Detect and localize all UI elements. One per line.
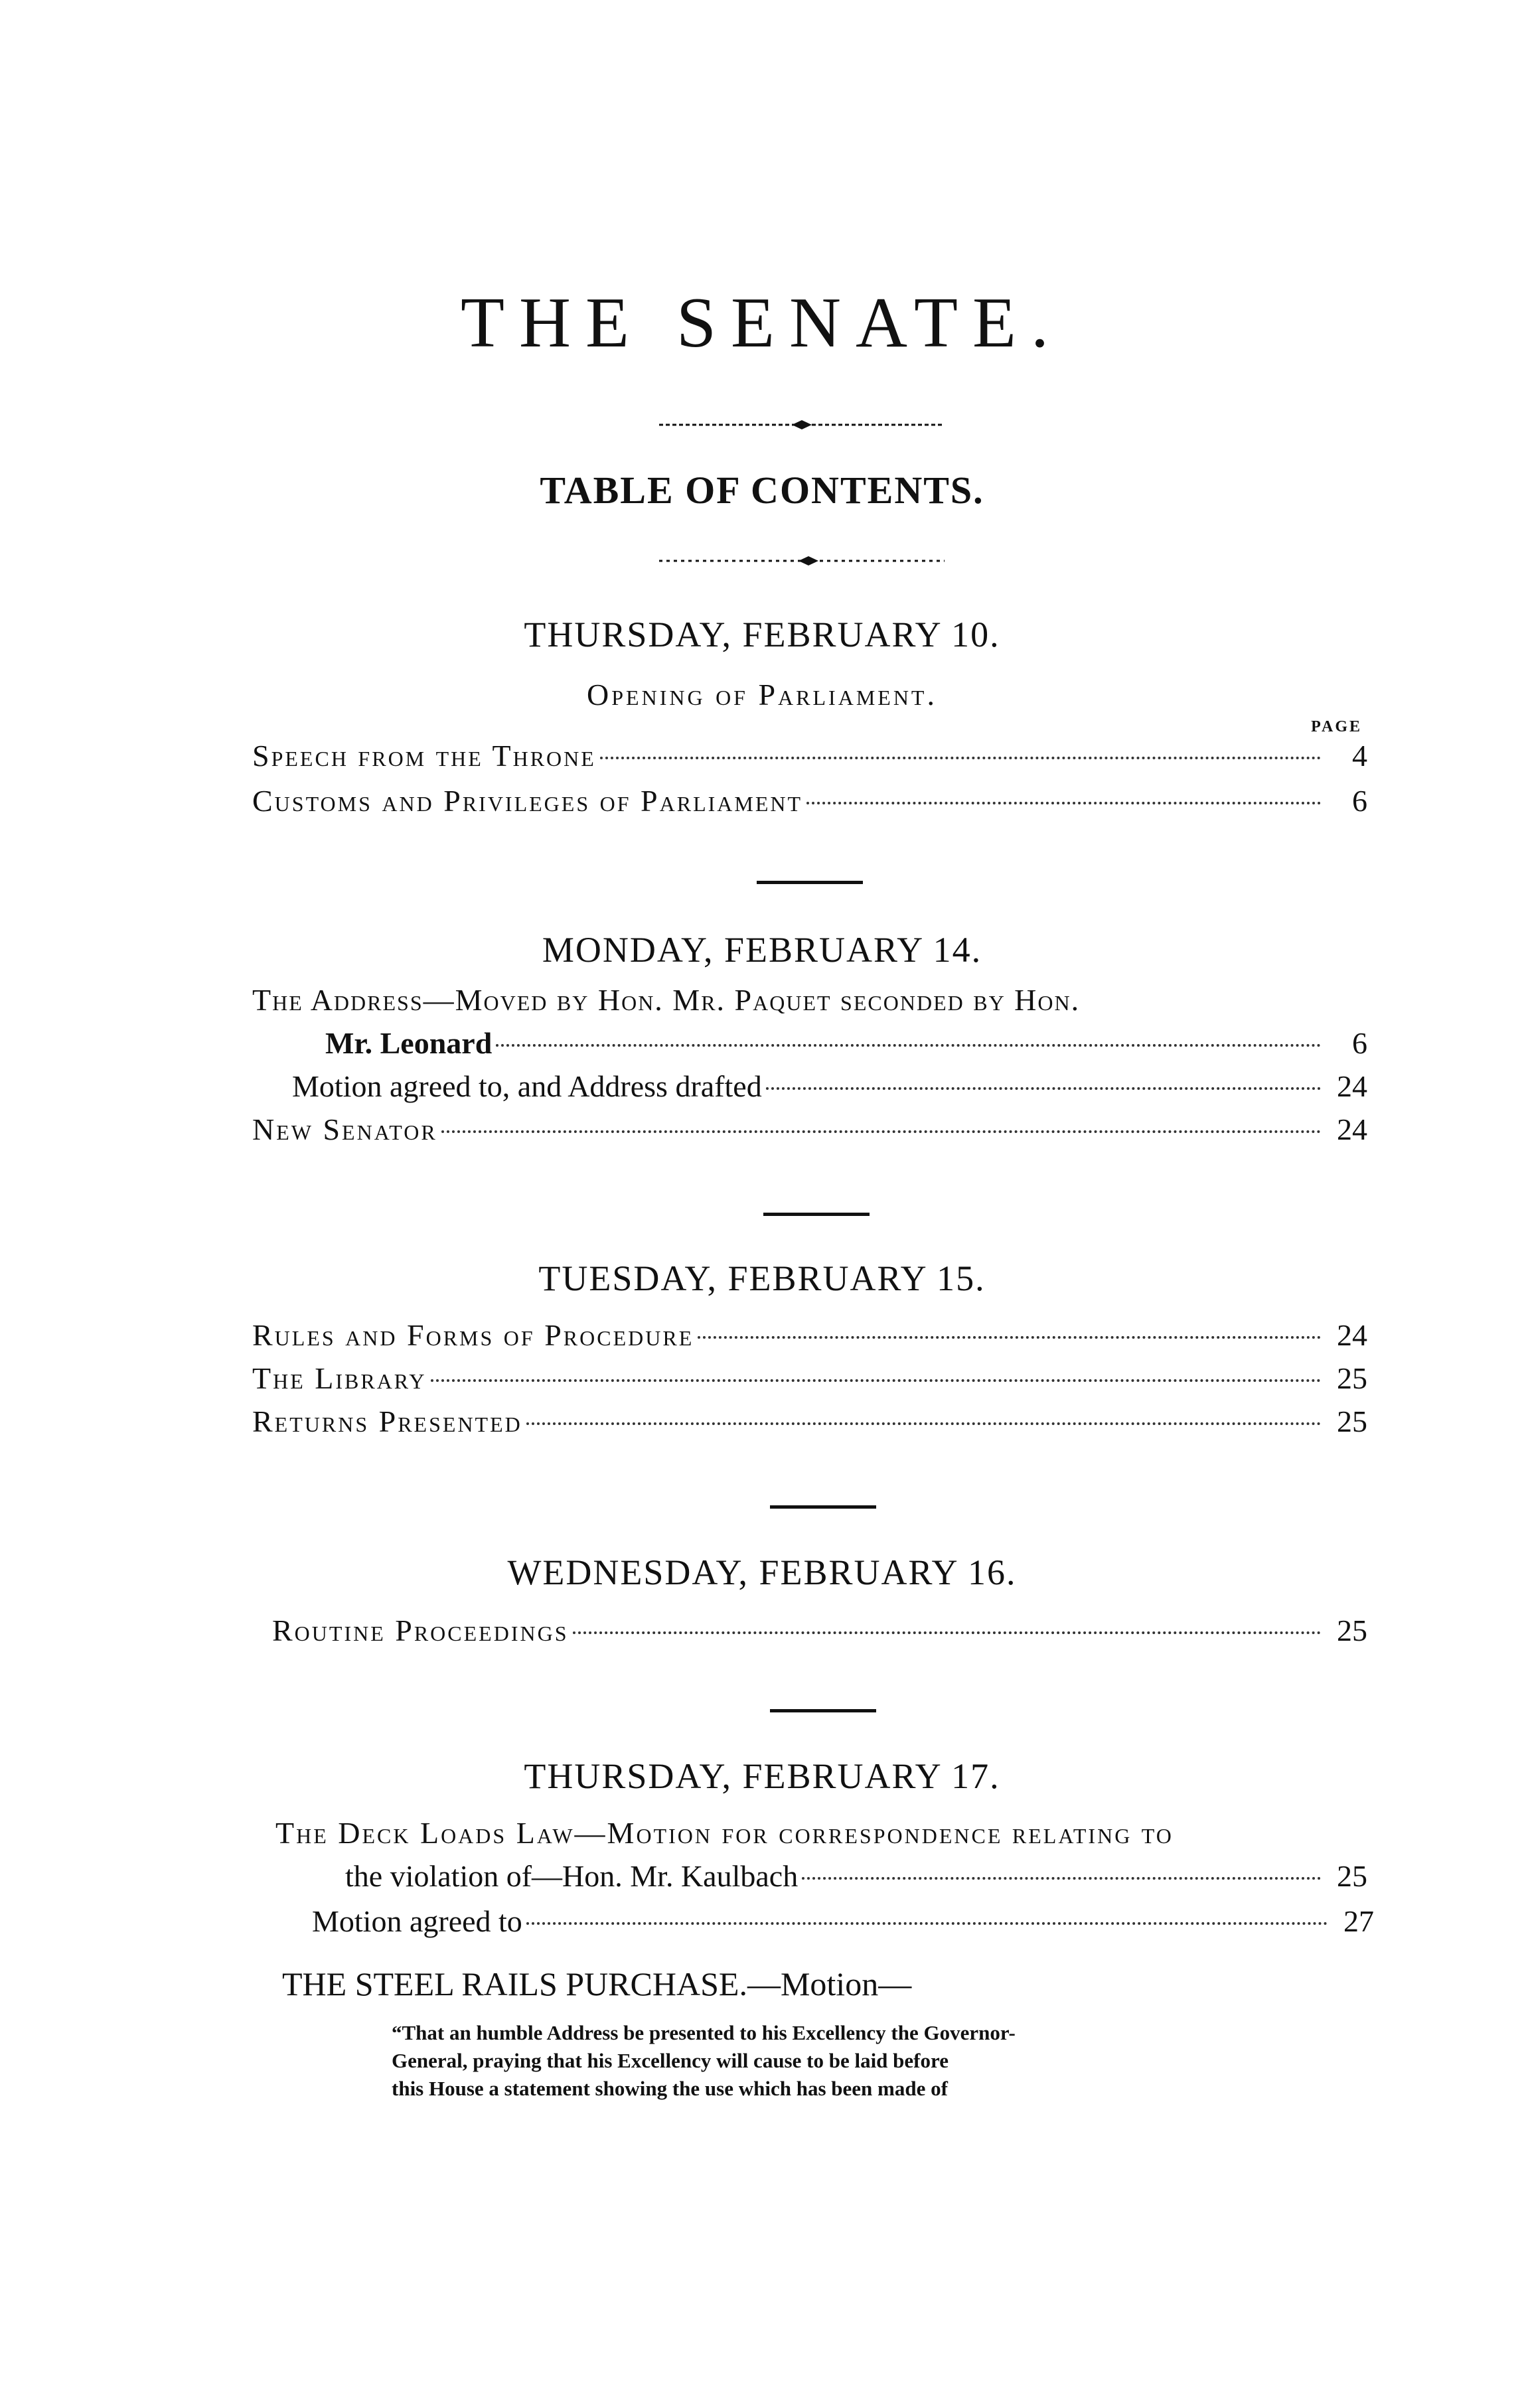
leader-dots bbox=[698, 1336, 1321, 1339]
leader-dots bbox=[573, 1631, 1321, 1634]
motion-text-line: this House a statement showing the use which has been made of bbox=[392, 2077, 948, 2100]
section-divider bbox=[770, 1505, 876, 1509]
toc-entry[interactable] bbox=[345, 1858, 1367, 1901]
steel-rails-heading: THE STEEL RAILS PURCHASE.—Motion— bbox=[282, 1965, 912, 2002]
day-heading-wednesday-feb-16: WEDNESDAY, FEBRUARY 16. bbox=[507, 1552, 1017, 1592]
toc-entry-page: 27 bbox=[1343, 1904, 1374, 1938]
toc-entry-label: Customs and Privileges of Parliament bbox=[252, 784, 803, 818]
toc-entry-page: 25 bbox=[1337, 1859, 1367, 1893]
leader-dots bbox=[806, 802, 1321, 804]
section-divider bbox=[757, 881, 863, 884]
toc-entry-page: 25 bbox=[1337, 1614, 1367, 1647]
toc-entry-label: New Senator bbox=[252, 1112, 437, 1146]
toc-entry-page: 24 bbox=[1337, 1069, 1367, 1103]
toc-entry-deck-loads-line: The Deck Loads Law—Motion for correspondence relating to bbox=[275, 1816, 1174, 1850]
toc-entry[interactable] bbox=[252, 1404, 1367, 1446]
leader-dots bbox=[441, 1130, 1321, 1133]
ornament-divider-bottom bbox=[659, 554, 945, 567]
toc-entry[interactable] bbox=[312, 1904, 1374, 1946]
toc-entry-page: 25 bbox=[1337, 1361, 1367, 1395]
toc-entry-label: Mr. Leonard bbox=[325, 1026, 493, 1060]
section-divider bbox=[763, 1213, 870, 1216]
motion-text-line: “That an humble Address be presented to his Excellency the Governor- bbox=[392, 2021, 1016, 2044]
toc-entry-label: the violation of—Hon. Mr. Kaulbach bbox=[345, 1859, 799, 1893]
toc-entry[interactable] bbox=[325, 1025, 1367, 1068]
toc-entry[interactable] bbox=[252, 1361, 1367, 1403]
leader-dots bbox=[526, 1922, 1328, 1925]
toc-entry-page: 6 bbox=[1352, 1026, 1367, 1060]
toc-entry-label: Routine Proceedings bbox=[272, 1614, 569, 1647]
toc-entry-label: Returns Presented bbox=[252, 1404, 522, 1438]
day-heading-monday-feb-14: MONDAY, FEBRUARY 14. bbox=[542, 930, 982, 970]
toc-entry[interactable] bbox=[252, 738, 1367, 781]
toc-entry-label: Speech from the Throne bbox=[252, 739, 596, 773]
section-heading-opening-of-parliament: Opening of Parliament. bbox=[587, 678, 937, 712]
toc-entry-page: 24 bbox=[1337, 1112, 1367, 1146]
leader-dots bbox=[496, 1044, 1321, 1047]
ornament-divider-top bbox=[659, 418, 945, 431]
day-heading-thursday-feb-10: THURSDAY, FEBRUARY 10. bbox=[524, 615, 1000, 654]
toc-entry[interactable] bbox=[272, 1613, 1367, 1655]
toc-entry-page: 25 bbox=[1337, 1404, 1367, 1438]
section-divider bbox=[770, 1709, 876, 1712]
toc-entry-address-line: The Address—Moved by Hon. Mr. Paquet seconded by Hon. bbox=[252, 983, 1081, 1017]
toc-entry[interactable] bbox=[252, 783, 1367, 826]
toc-entry-page: 6 bbox=[1352, 784, 1367, 818]
table-of-contents-heading: TABLE OF CONTENTS. bbox=[540, 469, 984, 512]
toc-entry-page: 24 bbox=[1337, 1318, 1367, 1352]
toc-entry-label: The Library bbox=[252, 1361, 427, 1395]
leader-dots bbox=[802, 1877, 1321, 1880]
toc-entry-label: Rules and Forms of Procedure bbox=[252, 1318, 694, 1352]
toc-entry[interactable] bbox=[252, 1112, 1367, 1154]
toc-entry-page: 4 bbox=[1352, 739, 1367, 773]
day-heading-thursday-feb-17: THURSDAY, FEBRUARY 17. bbox=[524, 1756, 1000, 1796]
toc-entry[interactable] bbox=[292, 1069, 1367, 1111]
page-column-header: PAGE bbox=[1311, 718, 1362, 735]
motion-text-line: General, praying that his Excellency will cause to be laid before bbox=[392, 2049, 949, 2072]
leader-dots bbox=[431, 1379, 1322, 1382]
page-title: THE SENATE. bbox=[461, 283, 1063, 362]
toc-entry[interactable] bbox=[252, 1317, 1367, 1360]
toc-entry-label: Motion agreed to bbox=[312, 1904, 522, 1938]
toc-entry-label: Motion agreed to, and Address drafted bbox=[292, 1069, 762, 1103]
leader-dots bbox=[766, 1087, 1321, 1090]
leader-dots bbox=[600, 757, 1321, 759]
leader-dots bbox=[526, 1422, 1321, 1425]
day-heading-tuesday-feb-15: TUESDAY, FEBRUARY 15. bbox=[538, 1258, 986, 1298]
